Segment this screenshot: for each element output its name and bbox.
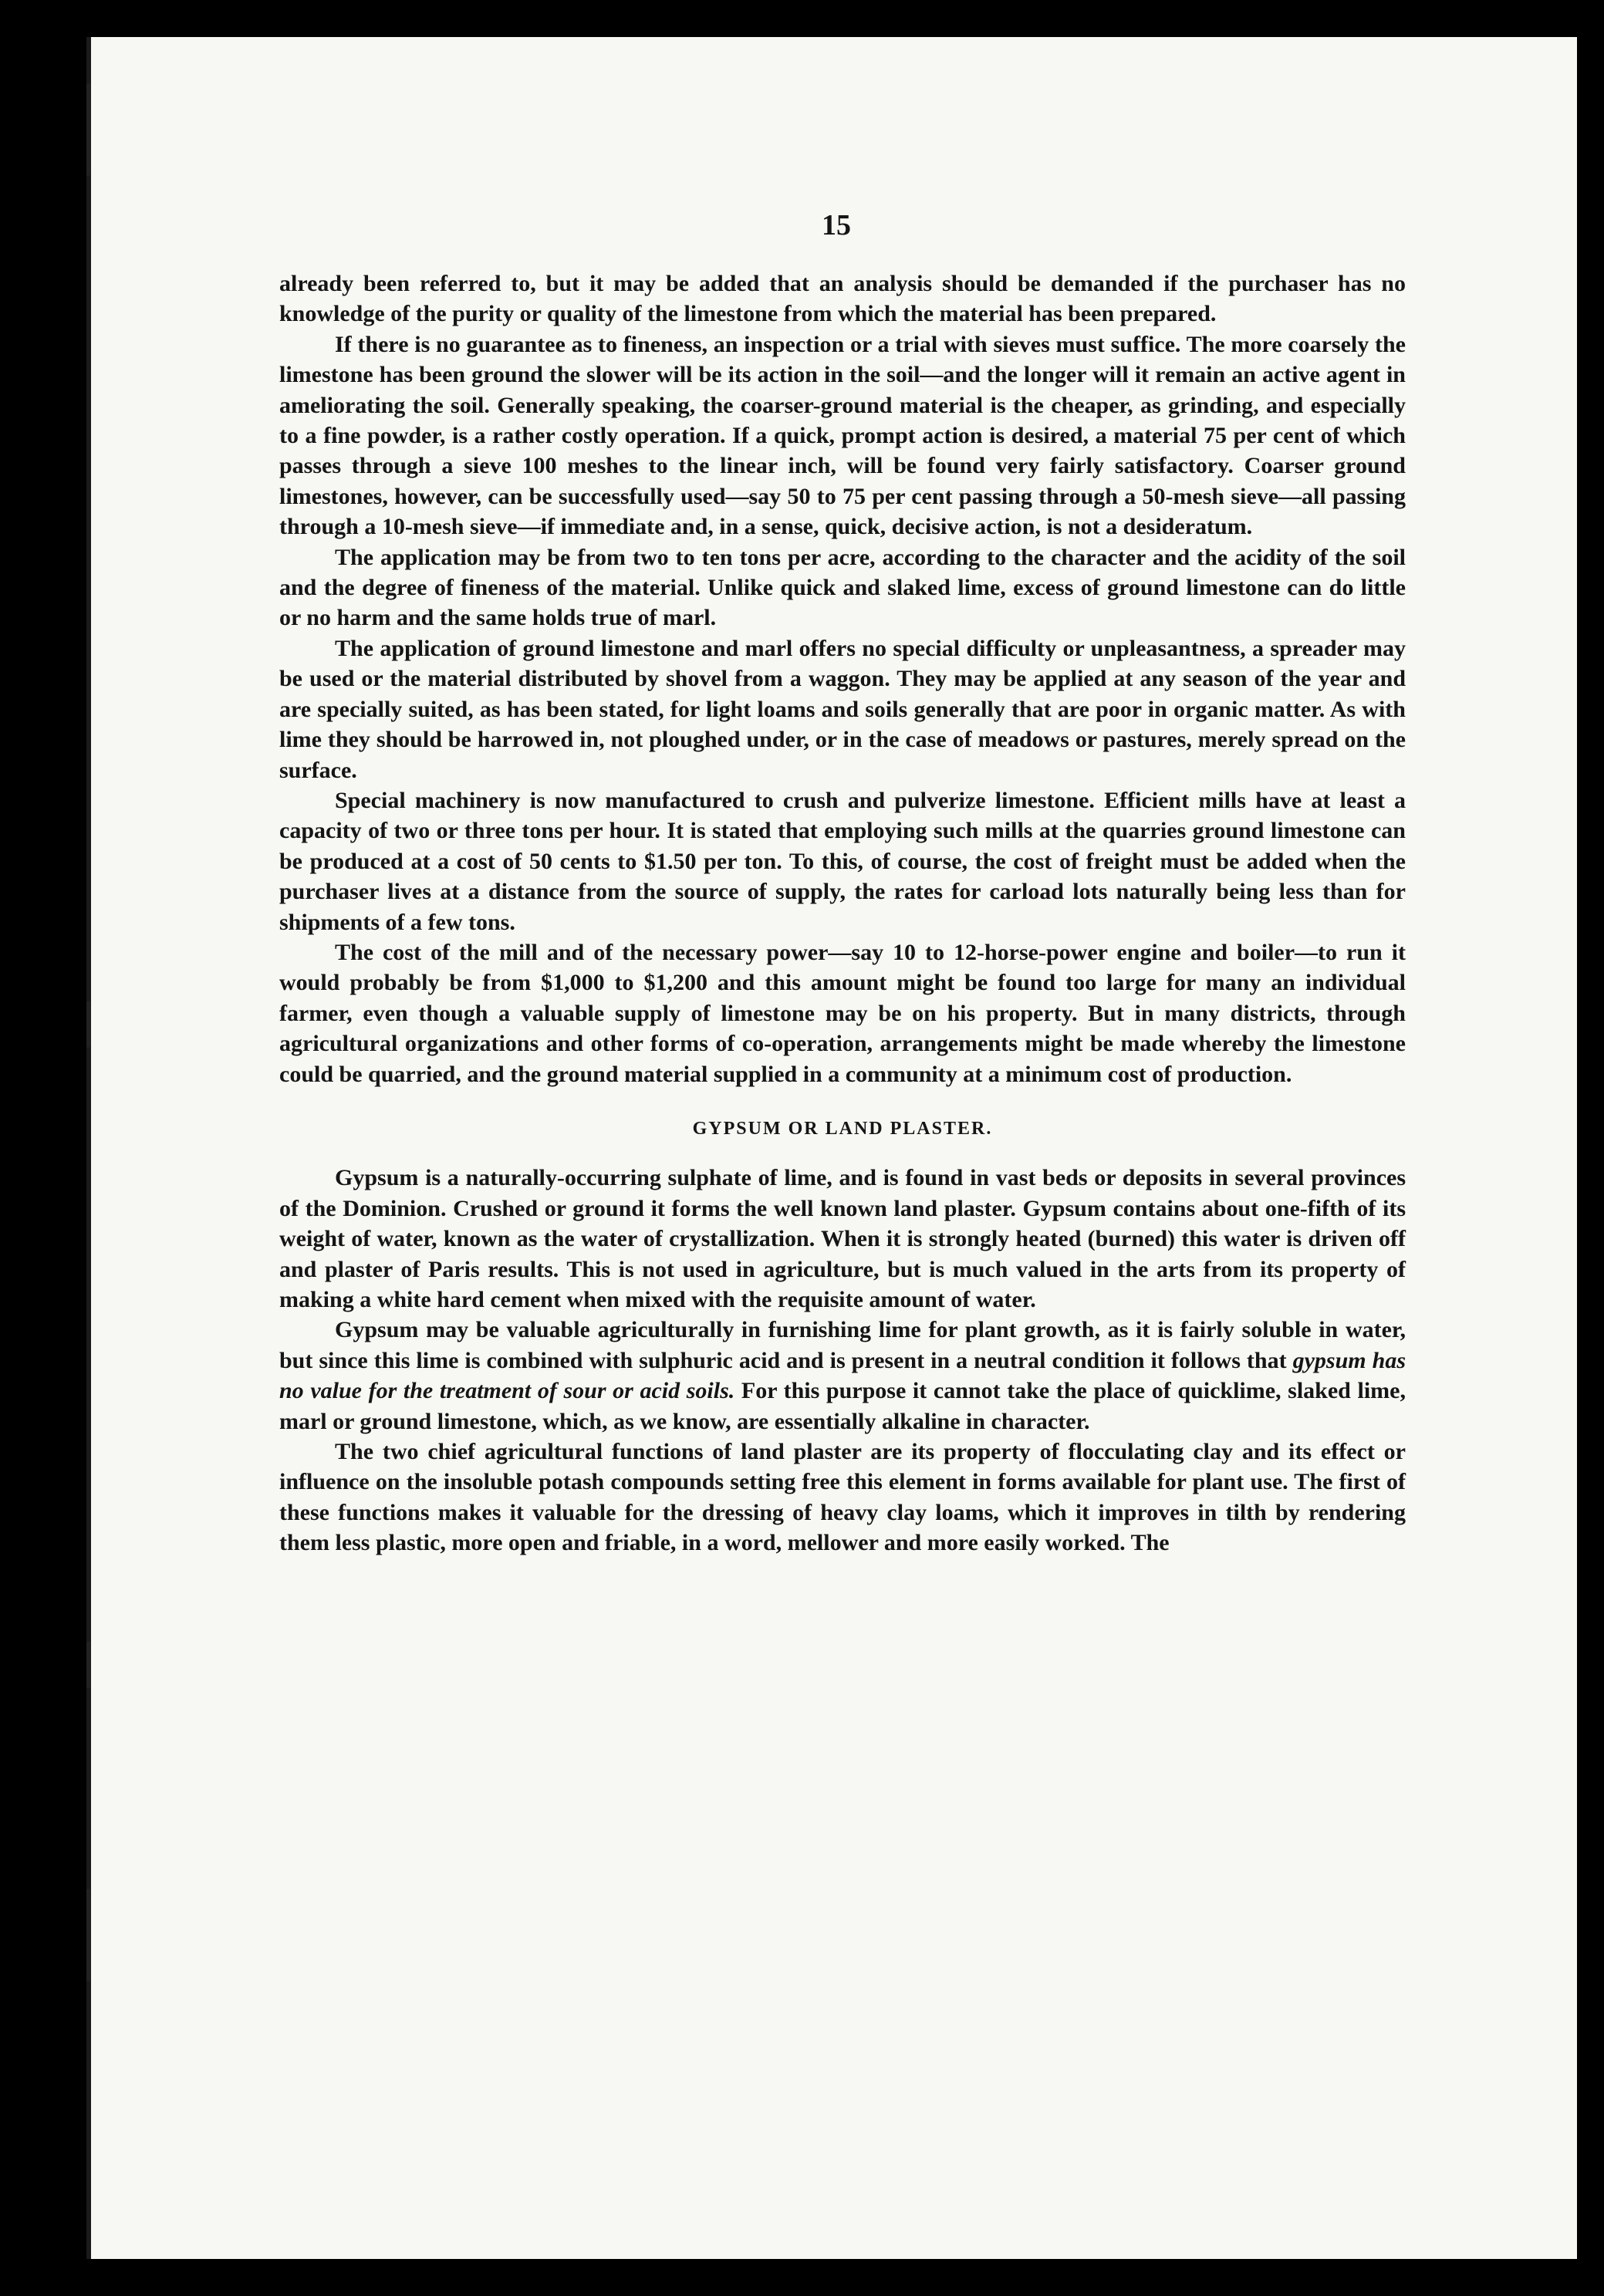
paragraph-text: Gypsum may be valuable agriculturally in furnishing lime for plant growth, as it is fairly soluble in water, but since this lime is combined with sulphuric acid and is present in a neutral condition it follows that xyxy=(279,1317,1406,1373)
paragraph-text: For this purpose it cannot take the place of quicklime, slaked lime, marl or ground limestone, which, as we know, are essentially alkaline in character. xyxy=(279,1378,1406,1434)
page-number: 15 xyxy=(822,209,851,241)
emphasized-text: gypsum has no value for the treatment of sour or acid soils. xyxy=(279,1347,1406,1404)
paragraph: Special machinery is now manufactured to crush and pulverize limestone. Efficient mills have at least a capacity of two or three tons per hour. It is stated that employing such mills at the quarries ground limestone can be produced at a cost of 50 cents to $1.50 per ton. To this, of course, the cost of freight must be added when the purchaser lives at a distance from the source of supply, the rates for carload lots naturally being less than for shipments of a few tons. xyxy=(279,787,1406,935)
body-text xyxy=(279,268,1406,1558)
binding-mark-top xyxy=(86,83,90,176)
paragraph: Gypsum is a naturally-occurring sulphate of lime, and is found in vast beds or deposits in several provinces of the Dominion. Crushed or ground it forms the well known land plaster. Gypsum contains about one-fifth of its weight of water, known as the water of crystallization. When it is strongly heated (burned) this water is driven off and plaster of Paris results. This is not used in agriculture, but is much valued in the arts from its property of making a white hard cement when mixed with the requisite amount of water. xyxy=(279,1165,1406,1312)
binding-mark-bottom xyxy=(86,1889,90,1981)
paragraph: The application may be from two to ten tons per acre, according to the character and the acidity of the soil and the degree of fineness of the material. Unlike quick and slaked lime, excess of ground limestone can do little or no harm and the same holds true of marl. xyxy=(279,544,1406,631)
paragraph: The application of ground limestone and marl offers no special difficulty or unpleasantness, a spreader may be used or the material distributed by shovel from a waggon. They may be applied at any season of the year and are specially suited, as has been stated, for light loams and soils generally that are poor in organic matter. As with lime they should be harrowed in, not ploughed under, or in the case of meadows or pastures, merely spread on the surface. xyxy=(279,635,1406,783)
paragraph xyxy=(279,1315,1406,1437)
section-heading: GYPSUM OR LAND PLASTER. xyxy=(692,1118,993,1139)
paragraph: already been referred to, but it may be added that an analysis should be demanded if the purchaser has no knowledge of the purity or quality of the limestone from which the material has been prepared. xyxy=(279,271,1406,327)
binding-mark-lower xyxy=(86,1642,90,1688)
scanned-page xyxy=(86,37,1577,2259)
binding-mark-middle xyxy=(86,1001,90,1048)
paragraph: The cost of the mill and of the necessary power—say 10 to 12-horse-power engine and boiler—to run it would probably be from $1,000 to $1,200 and this amount might be found too large for many an individual farmer, even though a valuable supply of limestone may be on his property. But in many districts, through agricultural organizations and other forms of co-operation, arrangements might be made whereby the limestone could be quarried, and the ground material supplied in a community at a minimum cost of production. xyxy=(279,939,1406,1087)
paragraph: The two chief agricultural functions of land plaster are its property of flocculating clay and its effect or influence on the insoluble potash compounds setting free this element in forms available for plant use. The first of these functions makes it valuable for the dressing of heavy clay loams, which it improves in tilth by rendering them less plastic, more open and friable, in a word, mellower and more easily worked. The xyxy=(279,1439,1406,1556)
paragraph: If there is no guarantee as to fineness, an inspection or a trial with sieves must suffice. The more coarsely the limestone has been ground the slower will be its action in the soil—and the longer will it remain an active agent in ameliorating the soil. Generally speaking, the coarser-ground material is the cheaper, as grinding, and especially to a fine powder, is a rather costly operation. If a quick, prompt action is desired, a material 75 per cent of which passes through a sieve 100 meshes to the linear inch, will be found very fairly satisfactory. Coarser ground limestones, however, can be successfully used—say 50 to 75 per cent passing through a 50-mesh sieve—all passing through a 10-mesh sieve—if immediate and, in a sense, quick, decisive action, is not a desideratum. xyxy=(279,331,1406,540)
